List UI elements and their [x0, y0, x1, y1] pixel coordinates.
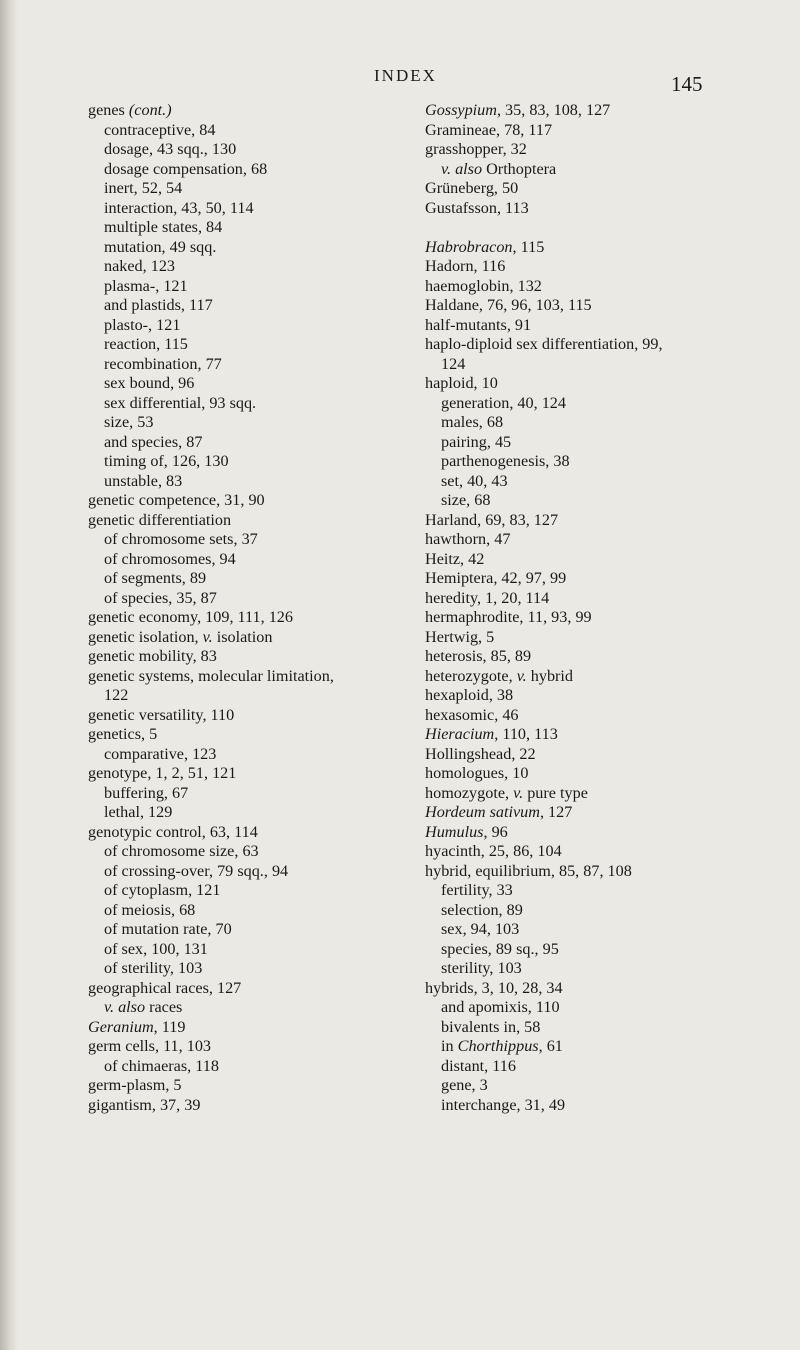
- index-entry: [425, 140, 795, 160]
- index-subentry: [425, 1057, 795, 1077]
- index-entry-text: Hadorn, 116: [425, 257, 506, 275]
- index-entry-text: v. also: [441, 159, 483, 178]
- index-entry: [425, 784, 795, 804]
- index-entry-text: genetic versatility, 110: [88, 705, 235, 724]
- index-entry: [425, 862, 795, 882]
- index-entry-text: of chimaeras, 118: [104, 1056, 219, 1075]
- index-entry-text: haemoglobin, 132: [425, 276, 542, 295]
- index-entry: [425, 296, 795, 316]
- index-entry-text: hybrid: [526, 666, 574, 685]
- index-subentry: [88, 394, 468, 414]
- index-entry-text: of segments, 89: [104, 569, 207, 587]
- index-entry-text: fertility, 33: [441, 881, 513, 899]
- index-entry: [425, 569, 795, 589]
- index-entry-text: Orthoptera: [482, 159, 557, 178]
- index-subentry: [88, 550, 468, 570]
- index-subentry: [88, 784, 468, 804]
- index-entry-text: genetic mobility, 83: [88, 647, 217, 665]
- index-entry-text: selection, 89: [441, 900, 523, 919]
- index-entry-text: Harland, 69, 83, 127: [425, 510, 559, 529]
- index-entry-text: v.: [516, 666, 527, 685]
- index-entry: [88, 1018, 468, 1038]
- index-entry-text: of cytoplasm, 121: [104, 881, 221, 899]
- index-entry-text: genetic systems, molecular limitation,: [88, 666, 334, 685]
- index-entry-text: , 35, 83, 108, 127: [496, 101, 611, 119]
- index-subentry: [88, 862, 468, 882]
- index-entry-text: Heitz, 42: [425, 549, 485, 568]
- index-subentry: [88, 179, 468, 199]
- index-subentry: [88, 140, 468, 160]
- index-entry-text: 122: [104, 686, 129, 704]
- index-entry-text: of chromosome size, 63: [104, 842, 259, 860]
- index-entry-text: genotype, 1, 2, 51, 121: [88, 764, 237, 782]
- index-entry-text: gene, 3: [441, 1076, 488, 1094]
- index-entry-text: species, 89 sq., 95: [441, 939, 559, 958]
- index-entry-text: genotypic control, 63, 114: [88, 822, 258, 841]
- index-entry: [425, 277, 795, 297]
- index-entry: [425, 647, 795, 667]
- index-entry-text: unstable, 83: [104, 471, 183, 490]
- index-entry-text: hexasomic, 46: [425, 705, 519, 724]
- index-entry: [88, 725, 468, 745]
- index-entry: [425, 121, 795, 141]
- index-entry-text: timing of, 126, 130: [104, 452, 229, 470]
- index-entry-text: reaction, 115: [104, 335, 188, 353]
- index-entry: [425, 745, 795, 765]
- index-entry-text: buffering, 67: [104, 783, 189, 802]
- index-entry-text: dosage compensation, 68: [104, 159, 268, 178]
- index-entry-text: Grüneberg, 50: [425, 179, 519, 197]
- index-subentry: [88, 335, 468, 355]
- index-subentry: [425, 1096, 795, 1116]
- index-subentry: [425, 1018, 795, 1038]
- index-entry: [88, 667, 468, 687]
- index-entry-text: of meiosis, 68: [104, 900, 196, 919]
- index-entry: [88, 1096, 468, 1116]
- index-entry: [88, 647, 468, 667]
- index-entry-text: Gustafsson, 113: [425, 198, 529, 217]
- index-entry-text: Haldane, 76, 96, 103, 115: [425, 296, 592, 314]
- index-subentry: [425, 491, 795, 511]
- index-entry: [425, 706, 795, 726]
- page-number: 145: [671, 72, 703, 96]
- index-entry-text: genetic differentiation: [88, 510, 232, 529]
- index-subentry: [88, 842, 468, 862]
- index-entry-text: v. also: [104, 998, 146, 1016]
- index-subentry: [425, 160, 795, 180]
- index-subentry: [88, 121, 468, 141]
- index-entry-text: hexaploid, 38: [425, 686, 514, 704]
- index-entry-text: of sex, 100, 131: [104, 939, 208, 958]
- index-subentry: [425, 433, 795, 453]
- index-entry: [425, 842, 795, 862]
- index-entry-text: sex differential, 93 sqq.: [104, 393, 257, 412]
- index-entry-text: of crossing-over, 79 sqq., 94: [104, 861, 289, 880]
- index-subentry: [88, 901, 468, 921]
- index-subentry: [88, 238, 468, 258]
- index-entry: [425, 686, 795, 706]
- index-entry: [88, 706, 468, 726]
- index-entry-text: interchange, 31, 49: [441, 1095, 566, 1114]
- index-entry-text: contraceptive, 84: [104, 120, 216, 139]
- index-entry-text: bivalents in, 58: [441, 1017, 541, 1036]
- index-subentry: [88, 316, 468, 336]
- index-entry-text: v.: [513, 783, 524, 802]
- index-entry: [425, 374, 795, 394]
- index-subentry: [88, 745, 468, 765]
- index-entry: [425, 101, 795, 121]
- index-entry-text: Hollingshead, 22: [425, 744, 536, 763]
- index-entry-text: hawthorn, 47: [425, 530, 511, 548]
- index-subentry: [88, 1057, 468, 1077]
- index-entry: [425, 238, 795, 258]
- index-entry-text: of species, 35, 87: [104, 588, 217, 607]
- index-entry-text: inert, 52, 54: [104, 179, 183, 197]
- index-entry-text: heterosis, 85, 89: [425, 647, 532, 665]
- index-subentry: [425, 394, 795, 414]
- index-entry-text: Hordeum sativum: [425, 803, 540, 821]
- index-entry-text: interaction, 43, 50, 114: [104, 198, 254, 217]
- index-subentry: [88, 998, 468, 1018]
- index-entry: [425, 199, 795, 219]
- index-entry: [425, 725, 795, 745]
- index-entry-text: pairing, 45: [441, 432, 512, 451]
- index-entry-continuation: [425, 355, 795, 375]
- index-entry-text: haplo-diploid sex differentiation, 99,: [425, 335, 663, 353]
- index-entry-text: genetic competence, 31, 90: [88, 491, 265, 509]
- index-subentry: [88, 277, 468, 297]
- index-entry-text: parthenogenesis, 38: [441, 452, 570, 470]
- index-entry-text: homologues, 10: [425, 764, 529, 782]
- index-entry-text: isolation: [212, 627, 273, 646]
- index-entry-text: of sterility, 103: [104, 959, 203, 977]
- index-entry-text: multiple states, 84: [104, 218, 223, 236]
- index-entry-text: 124: [441, 354, 466, 373]
- index-entry-text: v.: [202, 627, 213, 646]
- index-entry-text: pure type: [523, 783, 588, 802]
- index-entry: [88, 101, 468, 121]
- index-entry: [425, 667, 795, 687]
- index-entry-text: races: [145, 998, 183, 1016]
- index-subentry: [88, 218, 468, 238]
- index-subentry: [425, 901, 795, 921]
- index-subentry: [88, 920, 468, 940]
- index-subentry: [425, 959, 795, 979]
- index-entry-continuation: [88, 686, 468, 706]
- index-entry-text: genetic economy, 109, 111, 126: [88, 608, 293, 626]
- index-entry-text: hybrid, equilibrium, 85, 87, 108: [425, 861, 632, 880]
- page-edge-shadow: [0, 0, 18, 1350]
- index-entry-text: comparative, 123: [104, 744, 217, 763]
- index-entry-text: hybrids, 3, 10, 28, 34: [425, 978, 563, 997]
- index-entry-text: Hertwig, 5: [425, 627, 495, 646]
- index-subentry: [425, 472, 795, 492]
- index-entry: [425, 589, 795, 609]
- index-entry-text: Hemiptera, 42, 97, 99: [425, 569, 567, 587]
- index-entry-text: grasshopper, 32: [425, 140, 527, 158]
- index-column-left: [88, 101, 468, 1115]
- index-entry-text: lethal, 129: [104, 803, 173, 821]
- index-entry-text: naked, 123: [104, 257, 176, 275]
- index-entry-text: Hieracium: [425, 725, 495, 743]
- index-entry: [425, 335, 795, 355]
- index-subentry: [88, 355, 468, 375]
- index-subentry: [88, 472, 468, 492]
- index-subentry: [425, 1037, 795, 1057]
- index-entry-text: (cont.): [128, 101, 172, 119]
- index-subentry: [88, 199, 468, 219]
- index-entry-text: gigantism, 37, 39: [88, 1095, 201, 1114]
- index-entry: [425, 823, 795, 843]
- index-entry-text: hermaphrodite, 11, 93, 99: [425, 608, 592, 626]
- index-entry: [88, 491, 468, 511]
- page-header-title: INDEX: [374, 66, 437, 85]
- index-entry: [88, 1037, 468, 1057]
- index-subentry: [88, 940, 468, 960]
- index-entry-text: , 115: [512, 237, 545, 256]
- index-entry-text: Geranium: [88, 1017, 154, 1036]
- index-entry-text: germ cells, 11, 103: [88, 1037, 212, 1055]
- index-subentry: [425, 920, 795, 940]
- index-entry-text: size, 68: [441, 491, 491, 509]
- index-entry: [88, 823, 468, 843]
- index-entry-text: Gramineae, 78, 117: [425, 120, 553, 139]
- index-entry-text: males, 68: [441, 413, 504, 431]
- index-entry: [425, 979, 795, 999]
- index-subentry: [88, 959, 468, 979]
- index-entry-text: of mutation rate, 70: [104, 920, 232, 938]
- index-entry: [425, 257, 795, 277]
- index-entry-text: Chorthippus: [457, 1037, 539, 1055]
- index-entry-text: genetic isolation,: [88, 627, 203, 646]
- index-entry-text: , 96: [483, 822, 508, 841]
- index-entry-text: , 61: [538, 1037, 563, 1055]
- index-entry: [88, 979, 468, 999]
- index-entry-text: plasto-, 121: [104, 315, 181, 334]
- index-entry-text: sex bound, 96: [104, 374, 195, 392]
- index-subentry: [88, 530, 468, 550]
- index-entry-text: plasma-, 121: [104, 276, 188, 295]
- index-entry-text: half-mutants, 91: [425, 315, 532, 334]
- index-entry-text: homozygote,: [425, 783, 514, 802]
- index-entry-text: and plastids, 117: [104, 296, 213, 314]
- index-entry-text: in: [441, 1037, 458, 1055]
- index-entry-text: Habrobracon: [425, 237, 513, 256]
- index-entry-text: recombination, 77: [104, 354, 222, 373]
- index-entry: [88, 511, 468, 531]
- index-entry-text: distant, 116: [441, 1056, 516, 1075]
- index-entry-text: germ-plasm, 5: [88, 1076, 182, 1094]
- index-subentry: [88, 374, 468, 394]
- index-subentry: [425, 940, 795, 960]
- index-entry-text: dosage, 43 sqq., 130: [104, 140, 237, 158]
- index-entry: [425, 550, 795, 570]
- index-entry: [425, 530, 795, 550]
- index-entry: [425, 764, 795, 784]
- index-subentry: [88, 257, 468, 277]
- index-subentry: [88, 881, 468, 901]
- index-subentry: [425, 452, 795, 472]
- index-entry-text: geographical races, 127: [88, 978, 242, 997]
- index-entry: [88, 608, 468, 628]
- index-subentry: [88, 589, 468, 609]
- index-entry-text: sex, 94, 103: [441, 920, 520, 938]
- index-entry-text: heredity, 1, 20, 114: [425, 588, 550, 607]
- index-entry-text: sterility, 103: [441, 959, 522, 977]
- index-entry-text: set, 40, 43: [441, 471, 508, 490]
- index-entry-text: Gossypium: [425, 101, 497, 119]
- index-entry-text: haploid, 10: [425, 374, 498, 392]
- index-entry: [88, 1076, 468, 1096]
- index-subentry: [425, 413, 795, 433]
- index-entry-text: hyacinth, 25, 86, 104: [425, 842, 562, 860]
- index-entry-text: , 110, 113: [494, 725, 558, 743]
- index-entry-text: heterozygote,: [425, 666, 517, 685]
- index-entry-text: of chromosome sets, 37: [104, 530, 258, 548]
- index-entry: [425, 803, 795, 823]
- index-subentry: [425, 1076, 795, 1096]
- index-subentry: [88, 296, 468, 316]
- index-entry-text: Humulus: [425, 822, 484, 841]
- index-entry: [425, 179, 795, 199]
- index-subentry: [88, 569, 468, 589]
- index-subentry: [88, 803, 468, 823]
- index-entry-text: , 127: [539, 803, 573, 821]
- index-entry-text: genetics, 5: [88, 725, 158, 743]
- index-entry: [88, 764, 468, 784]
- index-subentry: [88, 452, 468, 472]
- index-subentry: [88, 413, 468, 433]
- index-column-right: [425, 101, 795, 1115]
- index-entry-text: size, 53: [104, 413, 154, 431]
- index-entry-text: mutation, 49 sqq.: [104, 237, 217, 256]
- index-entry-text: generation, 40, 124: [441, 393, 566, 412]
- index-entry: [425, 316, 795, 336]
- index-subentry: [425, 998, 795, 1018]
- index-subentry: [88, 160, 468, 180]
- index-entry-text: of chromosomes, 94: [104, 549, 236, 568]
- index-entry-text: genes: [88, 101, 129, 119]
- index-entry-text: , 119: [153, 1017, 186, 1036]
- index-subentry: [88, 433, 468, 453]
- index-entry: [425, 608, 795, 628]
- index-entry-text: and apomixis, 110: [441, 998, 560, 1016]
- index-entry: [425, 511, 795, 531]
- index-entry: [88, 628, 468, 648]
- index-entry: [425, 628, 795, 648]
- index-entry-text: and species, 87: [104, 432, 203, 451]
- index-subentry: [425, 881, 795, 901]
